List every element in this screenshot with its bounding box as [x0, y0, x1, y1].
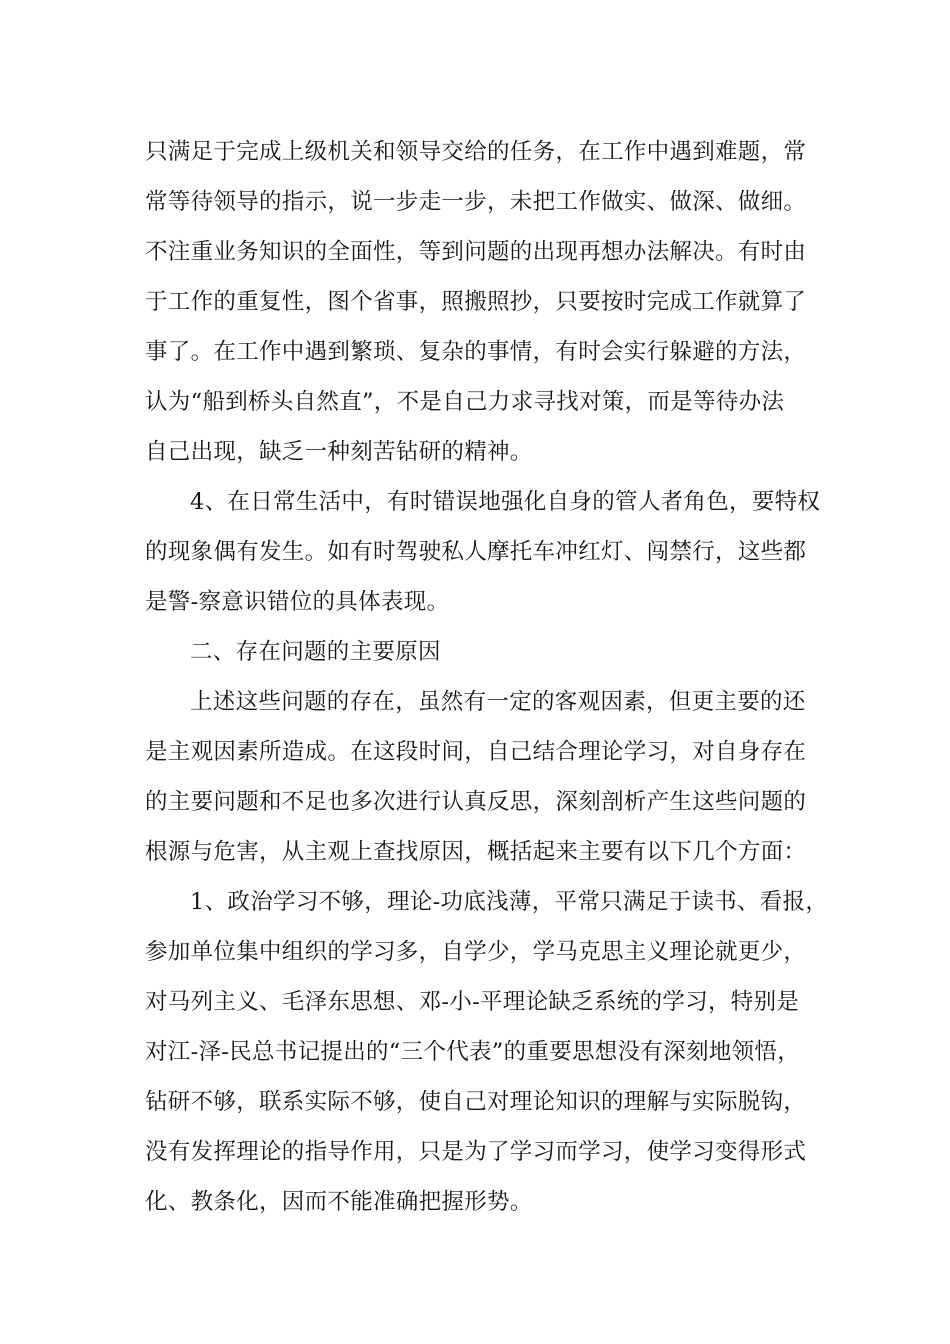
text-line: 根源与危害，从主观上查找原因，概括起来主要有以下几个方面：	[145, 839, 807, 865]
text-line: 对江-泽-民总书记提出的“三个代表”的重要思想没有深刻地领悟，	[145, 1039, 801, 1065]
text-line: 化、教条化，因而不能准确把握形势。	[145, 1189, 533, 1215]
text-line: 对马列主义、毛泽东思想、邓-小-平理论缺乏系统的学习，特别是	[145, 989, 800, 1015]
text-line: 的主要问题和不足也多次进行认真反思，深刻剖析产生这些问题的	[145, 789, 807, 815]
text-line: 自己出现，缺乏一种刻苦钻研的精神。	[145, 439, 533, 465]
text-line: 参加单位集中组织的学习多，自学少，学马克思主义理论就更少，	[145, 939, 807, 965]
text-line: 不注重业务知识的全面性，等到问题的出现再想办法解决。有时由	[145, 239, 807, 265]
paragraph-start-line: 上述这些问题的存在，虽然有一定的客观因素，但更主要的还	[190, 689, 806, 715]
text-line: 只满足于完成上级机关和领导交给的任务，在工作中遇到难题，常	[145, 139, 807, 165]
text-line: 的现象偶有发生。如有时驾驶私人摩托车冲红灯、闯禁行，这些都	[145, 539, 807, 565]
text-line: 认为“船到桥头自然直”，不是自己力求寻找对策，而是等待办法	[145, 389, 785, 415]
text-line: 钻研不够，联系实际不够，使自己对理论知识的理解与实际脱钩，	[145, 1089, 807, 1115]
paragraph-start-line: 1、政治学习不够，理论-功底浅薄，平常只满足于读书、看报，	[190, 889, 829, 915]
text-line: 是警-察意识错位的具体表现。	[145, 589, 450, 615]
paragraph-start-line: 4、在日常生活中，有时错误地强化自身的管人者角色，要特权	[190, 489, 821, 515]
text-line: 于工作的重复性，图个省事，照搬照抄，只要按时完成工作就算了	[145, 289, 807, 315]
text-line: 常等待领导的指示，说一步走一步，未把工作做实、做深、做细。	[145, 189, 807, 215]
section-heading: 二、存在问题的主要原因	[190, 639, 441, 665]
text-line: 是主观因素所造成。在这段时间，自己结合理论学习，对自身存在	[145, 739, 807, 765]
text-line: 没有发挥理论的指导作用，只是为了学习而学习，使学习变得形式	[145, 1139, 807, 1165]
text-line: 事了。在工作中遇到繁琐、复杂的事情，有时会实行躲避的方法，	[145, 339, 807, 365]
